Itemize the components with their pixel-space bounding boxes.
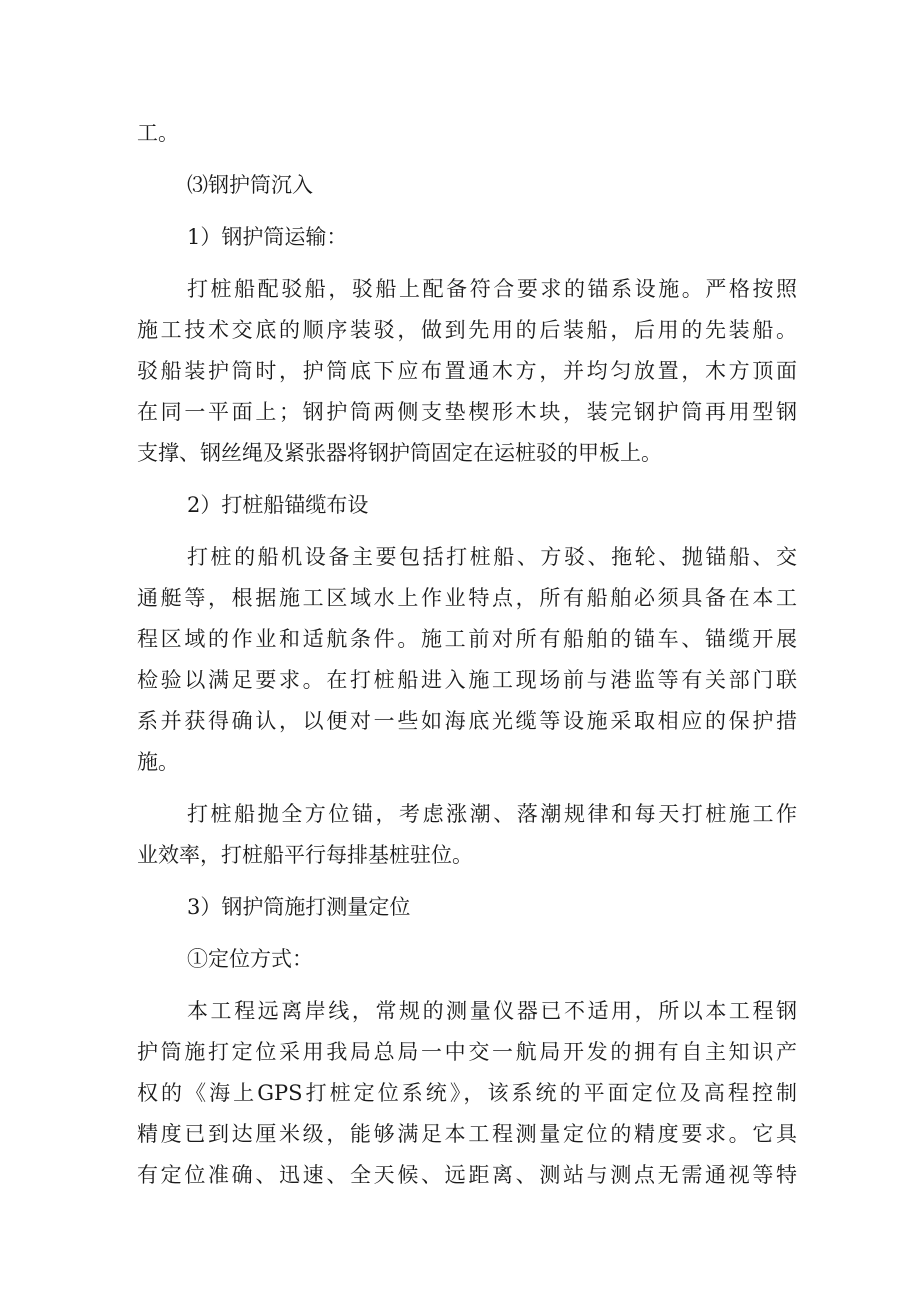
text-line: 打桩船配驳船，驳船上配备符合要求的锚系设施。严格按照	[187, 277, 797, 301]
text-line: 业效率，打桩船平行每排基桩驻位。	[137, 843, 473, 867]
text-line: 本工程远离岸线，常规的测量仪器已不适用，所以本工程钢	[187, 999, 797, 1023]
text-line: 打桩船抛全方位锚，考虑涨潮、落潮规律和每天打桩施工作	[187, 802, 797, 826]
subsection-heading: 3）钢护筒施打测量定位	[187, 895, 411, 919]
text-line: 程区域的作业和适航条件。施工前对所有船舶的锚车、锚缆开展	[137, 627, 797, 651]
text-line: 驳船装护筒时，护筒底下应布置通木方，并均匀放置，木方顶面	[137, 359, 797, 383]
text-line: 系并获得确认，以便对一些如海底光缆等设施采取相应的保护措	[137, 709, 797, 733]
text-line: 工。	[137, 121, 179, 145]
subsection-heading: 2）打桩船锚缆布设	[187, 493, 369, 517]
text-line: 支撑、钢丝绳及紧张器将钢护筒固定在运桩驳的甲板上。	[137, 441, 662, 465]
item-heading: ①定位方式：	[187, 947, 313, 971]
text-line: 施工技术交底的顺序装驳，做到先用的后装船，后用的先装船。	[137, 318, 797, 342]
text-line: 在同一平面上；钢护筒两侧支垫楔形木块，装完钢护筒再用型钢	[137, 400, 797, 424]
text-line: 权的《海上GPS打桩定位系统》，该系统的平面定位及高程控制	[137, 1081, 797, 1105]
subsection-heading: 1）钢护筒运输：	[187, 225, 348, 249]
text-line: 施。	[137, 750, 179, 774]
text-line: 打桩的船机设备主要包括打桩船、方驳、拖轮、抛锚船、交	[187, 545, 797, 569]
section-heading: ⑶钢护筒沉入	[187, 173, 313, 197]
text-line: 通艇等，根据施工区域水上作业特点，所有船舶必须具备在本工	[137, 586, 797, 610]
text-line: 检验以满足要求。在打桩船进入施工现场前与港监等有关部门联	[137, 668, 797, 692]
text-line: 有定位准确、迅速、全天候、远距离、测站与测点无需通视等特	[137, 1163, 797, 1187]
text-line: 护筒施打定位采用我局总局一中交一航局开发的拥有自主知识产	[137, 1040, 797, 1064]
text-line: 精度已到达厘米级，能够满足本工程测量定位的精度要求。它具	[137, 1122, 797, 1146]
